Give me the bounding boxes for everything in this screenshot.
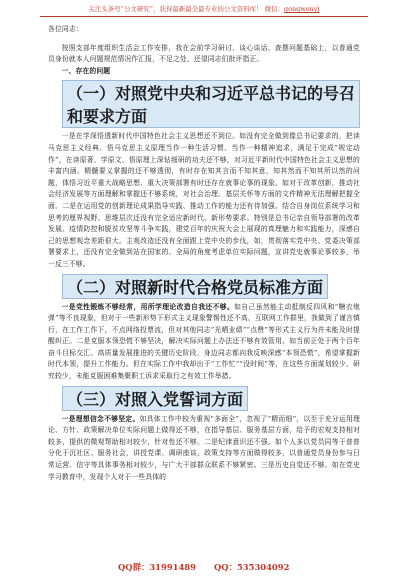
footer-qq: QQ：535304092: [214, 562, 290, 572]
greeting: 各位同志：: [48, 25, 83, 33]
paragraph-2: [48, 302, 360, 383]
subheading-party-member-standard: （二）对照新时代合格党员标准方面: [62, 274, 328, 299]
paragraph-2-text: 如自己虽然能主动抵制反四风和“糖衣炮弹”等不良现象，但对于一些新形势下形式主义现象警惕性还不高，互联网工作群里，我做到了谨言慎行，在工作工作下，不点网络投票流，但对其他同志“光晒业绩”“点赞”等形式主义行为并未能及时提醒纠正。二是克服本领恐慌不够坚决，解决实际问题上办法还不够有效管用。如当前正处于两个百年奋斗目标交汇、高质量发展推进的关键历史阶段，身边同志都向我反映深感“本领恐慌”，希望掌握新时代本领，提升工作能力。但在实际工作中我却出于“工作忙”“没时间”等，在这些方面谋划较少、研究较少，未能克服困难集聚职工诉求采取行之有效工作举措。: [48, 302, 360, 381]
document-body: [48, 24, 360, 483]
page-header-banner: [40, 2, 368, 17]
section-heading-problems: 一、存在的问题: [61, 66, 111, 75]
subheading-party-central: （一）对照党中央和习近平总书记的号召和要求方面: [62, 80, 360, 128]
paragraph-3-lead: 一是理想信念不够坚定。: [61, 414, 140, 423]
paragraph-3: [48, 414, 360, 484]
paragraph-3-text: 如具体工作中较为重视“多面全”，忽视了“精而细”，以至于充分运用理论、方针、政策解决单位实际问题上做得还不够，在指导基层、服务基层方面，给予的宏观支持相对较多，提供的微观帮助相对较少，针对性还不够。二是纪律意识还不强。如个人多以党员同等于普普分化于沉社区、服务社会，讲授党课、调研座谈，政策支持等方面做得较多，以普通党员身份参与日常运营、信守等具体事务相对较少，与广大干部群众联系不够紧密。三是历史自觉还不够。如在党史学习教育中，发现个人对于一些具体的: [48, 414, 360, 481]
header-promo-text: 关注头条号“公文研究”，获得最新最全最专业的公文资料库！ 微信：: [88, 5, 284, 13]
paragraph-1: 一是在学深悟透新时代中国特色社会主义思想还不到位。如没有完全做到像总书记要求的，把读马克思主义经典、悟马克思主义原理当作一种生活习惯、当作一种精神追求，满足于完成“规定动作”，在读原著、学原文、悟原理上深钻细研的功夫还不够，对习近平新时代中国特色社会主义思想的丰富内涵、精髓要义掌握的还不够透彻，有时存在知其言而不知其意，知其然而不知其所以然的问题，体悟习近平重大战略思想、重大决策部署有时还存在就事论事的现象。如对于改革创新，推动社会经济发展等方面理解和掌握还不够系统，对社会治理、基层关怀等方面的文件精神无法理解把握全面。二是在运用党的创新理论成果指导实践、推动工作的能力还有待加强。结合自身岗位系统学习和思考的厘界视野、思维层次还没有完全适应新时代、新形势要求。特别是总书记亲自领导部署的改革发展、疫情防控和脱贫攻坚等斗争实践，建党百年的庆祝大会上展现的真理魅力和实践能力，深感自己的思想观念差距很大。主观改造还没有全面跟上党中央的步伐，如，贯彻落实党中央、党委决策部署要求上，还没有完全做到站在国家的、全局的角度考虑单位实际问题，宣讲党史就事论事较多，举一反三不够。: [48, 132, 360, 268]
footer-qq-group: QQ群：31991489: [118, 562, 196, 572]
subheading-oath: （三）对照入党誓词方面: [62, 386, 248, 411]
header-wechat-link[interactable]: gongwenyj: [283, 5, 320, 13]
intro-paragraph: 按照支部年度组织生活会工作安排，我在会前学习研讨、谈心谈话、查摆问题基础上，以普通党员身份就本人问题规范情况作汇报，不足之处，还望同志们批评指正。: [48, 43, 360, 64]
paragraph-2-lead: 一是党性锻炼不够经常，用所学理论改造自我还不够。: [61, 302, 235, 311]
page-footer: [0, 560, 408, 574]
